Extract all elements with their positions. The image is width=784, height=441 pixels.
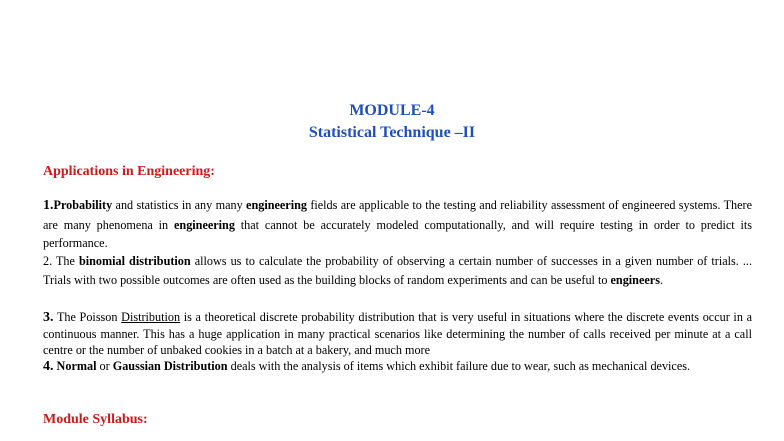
paragraph-text: and statistics in any many [112,198,247,212]
paragraph-poisson [43,309,752,358]
term-engineering: engineering [246,198,307,212]
paragraph-number: 4. [43,359,54,374]
paragraph-binomial [43,252,752,289]
paragraph-text: fields are applicable to the testing and reliability assessment of engineered systems. There are many phenomena in [43,198,752,232]
paragraph-text: The Poisson [53,310,122,324]
module-title: MODULE-4 [349,102,435,119]
syllabus-heading: Module Syllabus: [43,412,148,427]
term-gaussian-distribution: Gaussian Distribution [112,359,228,373]
paragraph-text: that cannot be accurately modeled computationally, and will require testing in order to predict its performance. [43,217,752,250]
module-subtitle: Statistical Technique –II [308,124,476,141]
paragraph-number: 1. [43,198,54,213]
term-engineering: engineering [174,217,235,232]
term-normal: Normal [53,359,97,373]
paragraph-text: is a theoretical discrete probability distribution that is very useful in situations where the discrete events occur in a continuous manner. This has a huge application in many practical scenarios like determining the number of calls received per minute at a call centre or the number of unbaked cookies in a batch at a bakery, and much more [43,310,752,357]
term-binomial-distribution: binomial distribution [78,254,191,268]
paragraph-normal [43,358,752,375]
paragraph-text: . [659,272,663,287]
module-title-block [0,100,784,144]
paragraph-probability [43,196,752,253]
distribution-link[interactable]: Distribution [121,310,181,324]
paragraph-text: or [96,359,113,373]
paragraph-number: 2. [43,254,53,268]
term-probability: Probability [53,198,113,212]
paragraph-text: The [52,254,79,268]
term-engineers: engineers [610,272,660,287]
paragraph-number: 3. [43,310,54,325]
paragraph-text: deals with the analysis of items which exhibit failure due to wear, such as mechanical devices. [227,359,691,373]
paragraph-text: allows us to calculate the probability of observing a certain number of successes in a given number of trials. ... Trials with two possible outcomes are often used as the building blocks of random experiments and can be useful to [43,254,752,287]
applications-heading: Applications in Engineering: [43,164,215,179]
